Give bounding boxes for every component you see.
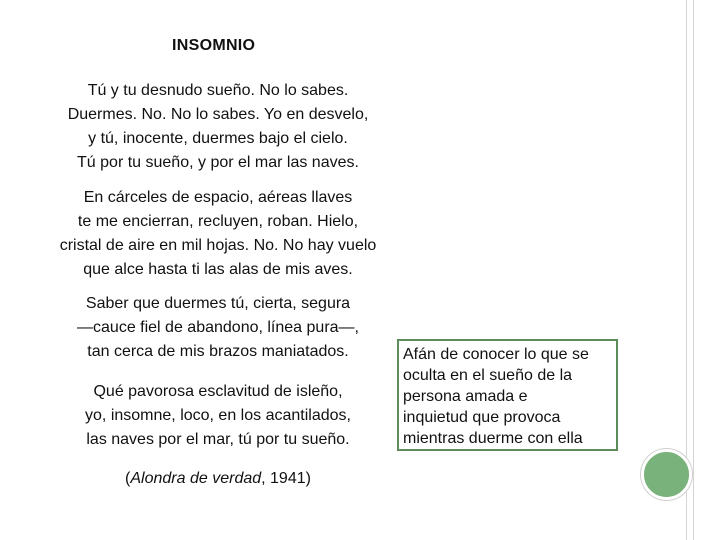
annotation-box [397,339,618,451]
poem-stanza-4 [0,380,436,452]
citation-year: , 1941) [261,470,311,487]
poem-line: Tú por tu sueño, y por el mar las naves. [77,154,359,171]
poem-line: yo, insomne, loco, en los acantilados, [85,407,351,424]
poem-title: INSOMNIO [172,37,256,54]
poem-line: las naves por el mar, tú por tu sueño. [86,431,350,448]
poem-line: tan cerca de mis brazos maniatados. [87,343,349,360]
poem-line: y tú, inocente, duermes bajo el cielo. [88,130,348,147]
annotation-line: inquietud que provoca [403,409,561,426]
citation-work-title: Alondra de verdad [130,470,262,487]
poem-line: Tú y tu desnudo sueño. No lo sabes. [87,82,349,99]
poem-stanza-2 [0,186,436,282]
poem-line: cristal de aire en mil hojas. No. No hay vuelo [59,237,377,254]
decorative-circle [641,449,692,500]
poem-stanza-3 [0,292,436,364]
poem-line: que alce hasta ti las alas de mis aves. [83,261,353,278]
poem-stanza-1 [0,79,436,175]
citation-open: ( [125,470,131,487]
poem-line: Saber que duermes tú, cierta, segura [85,295,351,312]
poem-line: —cauce fiel de abandono, línea pura—, [77,319,359,336]
poem-citation [0,467,436,491]
poem-line: En cárceles de espacio, aéreas llaves [83,189,353,206]
poem-line: Duermes. No. No lo sabes. Yo en desvelo, [67,106,369,123]
annotation-line: oculta en el sueño de la [403,367,573,384]
annotation-line: persona amada e [403,388,528,405]
annotation-line: mientras duerme con ella [403,430,583,447]
poem-line: Qué pavorosa esclavitud de isleño, [93,383,343,400]
poem-line: te me encierran, recluyen, roban. Hielo, [77,213,359,230]
annotation-line: Afán de conocer lo que se [403,346,589,363]
